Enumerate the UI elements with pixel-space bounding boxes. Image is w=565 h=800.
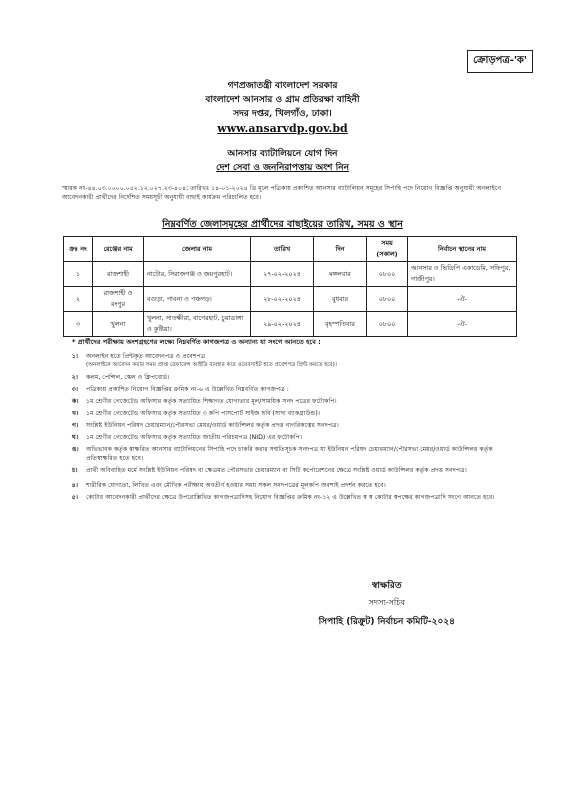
item-number: ৩।: [71, 386, 78, 393]
table-row: [64, 262, 517, 287]
govt-title: গণপ্রজাতন্ত্রী বাংলাদেশ সরকার: [227, 81, 338, 91]
cell-date: ২৭-০২-২০২৪: [251, 262, 314, 287]
signed-label: স্বাক্ষরিত: [371, 581, 402, 591]
slogan-1: আনসার ব্যাটালিয়নে যোগ দিন: [227, 149, 338, 159]
list-item: [60, 373, 520, 382]
item-number: ৪।: [71, 482, 78, 489]
website-link[interactable]: www.ansarvdp.gov.bd: [217, 122, 348, 135]
sub-item-letter: ঘ।: [72, 434, 79, 441]
col-district: জেলার নাম: [144, 237, 251, 262]
sub-item-text: ১ম শ্রেণীর গেজেটেড অফিসার কর্তৃক সত্যায়িত জাতীয় পরিচয়পত্র (NID) এর ফটোকপি।: [86, 434, 302, 441]
item-text: পত্রিকায় প্রকাশিত নিয়োগ বিজ্ঞপ্তির ক্রমিক নং-৬ এ উল্লেখিত নিম্নবর্ণিত কাগজপত্র :: [86, 386, 289, 393]
cell-serial: ২: [64, 287, 93, 312]
sub-item: [60, 421, 520, 430]
sub-item-letter: ঙ।: [72, 446, 79, 453]
cell-date: ২৮-০২-২০২৪: [251, 287, 314, 312]
cell-district: বগুড়া, পাবনা ও পঞ্চগড়।: [144, 287, 251, 312]
cell-range: রাজশাহী: [93, 262, 144, 287]
cell-range: রাজশাহী ও রংপুর: [93, 287, 144, 312]
item-text: কোটার আবেদনকারী প্রার্থীদের ক্ষেত্রে উপরোল্লিখিত কাগজপত্রাদিসহ নিয়োগ বিজ্ঞপ্তির ক্রমিক নং-১২ এ উল্লেখিত স্ব স্ব কোটার স্বপক্ষের কাগজপত্রাদি সংগে আনতে হবে।: [86, 494, 495, 501]
sub-item-letter: গ।: [72, 422, 79, 429]
cell-district: নাটোর, সিরাজগঞ্জ ও জয়পুরহাট।: [144, 262, 251, 287]
col-venue: নির্বাচন স্থানের নাম: [408, 237, 517, 262]
sub-item-text: অভিভাবক কর্তৃক স্বাক্ষরিত আনসার ব্যাটালিয়নের সিপাহি পদে চাকরি করার সম্মতিসূচক সনদপত্র যা ইউনিয়ন পরিষদ চেয়ারম্যান/পৌরসভা মেয়র/ওয়ার্ড কাউন্সিলর কর্তৃক প্রতিস্বাক্ষরিত হতে হবে।: [86, 446, 493, 462]
cell-venue: -ঐ-: [408, 287, 517, 312]
table-header-row: [64, 237, 517, 262]
schedule-table: [63, 236, 517, 337]
sub-item: [60, 433, 520, 442]
cell-serial: ৩: [64, 312, 93, 337]
item-text: কলম, পেন্সিল, স্কেল ও ক্লিপবোর্ড।: [86, 374, 170, 381]
cell-district: খুলনা, সাতক্ষীরা, বাগেরহাট, চুয়াডাঙ্গা ও কুষ্টিয়া।: [144, 312, 251, 337]
table-row: [64, 287, 517, 312]
cell-time: ০৮০০: [367, 262, 408, 287]
item-number: ১।: [71, 353, 78, 360]
list-item: [60, 385, 520, 394]
sub-item-text: ১ম শ্রেণীর গেজেটেড অফিসার কর্তৃক সত্যায়িত ৩ কপি পাসপোর্ট সাইজ ছবি (সাদা ব্যাকগ্রাউন্ড)।: [86, 410, 320, 417]
cell-venue: -ঐ-: [408, 312, 517, 337]
cell-date: ২৯-০২-২০২৪: [251, 312, 314, 337]
col-serial: ক্রঃ নং: [64, 237, 93, 262]
cell-serial: ১: [64, 262, 93, 287]
sub-item-text: সংশ্লিষ্ট ইউনিয়ন পরিষদ চেয়ারম্যান/পৌরসভা মেয়র/ওয়ার্ড কাউন্সিলর কর্তৃক প্রদত্ত নাগরিকত্বের সনদপত্র।: [86, 422, 339, 429]
org-title: বাংলাদেশ আনসার ও গ্রাম প্রতিরক্ষা বাহিনী: [205, 95, 360, 105]
item-text: অনলাইন হতে প্রিন্টকৃত আবেদনপত্র ও প্রবেশপত্র: [86, 353, 206, 360]
cell-range: খুলনা: [93, 312, 144, 337]
col-range: রেঞ্জের নাম: [93, 237, 144, 262]
sub-item: [60, 397, 520, 406]
cell-day: বৃহস্পতিবার: [314, 312, 367, 337]
col-day: দিন: [314, 237, 367, 262]
schedule-heading: নিম্নবর্ণিত জেলাসমূহের প্রার্থীদের বাছাইয়ের তারিখ, সময় ও স্থান: [162, 219, 403, 230]
sub-item-text: ১ম শ্রেণীর গেজেটেড অফিসার কর্তৃক সত্যায়িত শিক্ষাগত যোগ্যতার মূল/সাময়িক সনদ পত্রের ফটোকপি।: [86, 398, 337, 405]
committee-name: সিপাহি (রিক্রুট) নির্বাচন কমিটি-২০২৪: [318, 617, 455, 627]
cell-venue: আনসার ও ভিডিপি একাডেমি, সফিপুর, গাজীপুর।: [408, 262, 517, 287]
col-time: সময় (সকাল): [367, 237, 408, 262]
bullet-icon: *: [72, 338, 78, 346]
cell-time: ০৮০০: [367, 312, 408, 337]
enclosure-label: ক্রোড়পত্র-'ক': [467, 50, 533, 73]
item-number: ৫।: [71, 494, 78, 501]
sub-item-text: প্রার্থী অবিবাহিত মর্মে সংশ্লিষ্ট ইউনিয়ন পরিষদ বা ক্ষেত্রমত পৌরসভার চেয়ারম্যান বা সিটি কর্পোরেশনের ক্ষেত্রে সংশ্লিষ্ট ওয়ার্ড কাউন্সিলর কর্তৃক প্রদত্ত সনদপত্র।: [86, 467, 467, 474]
sub-item: [60, 466, 520, 475]
item-number: ২।: [71, 374, 78, 381]
sub-item: [60, 445, 520, 463]
sub-item-letter: চ।: [72, 467, 78, 474]
sub-item-letter: ক।: [72, 398, 79, 405]
list-item: [60, 481, 520, 490]
signature-block: [319, 578, 455, 633]
item-text: শারীরিক যোগ্যতা, লিখিত এবং মৌখিক পরীক্ষায় অবতীর্ণ হওয়ার সময় সকল সনদপত্রের মূলকপি অবশ্যই প্রদর্শন করতে হবে।: [86, 482, 386, 489]
documents-notice: [72, 336, 517, 348]
item-note: (অনলাইনে আবেদন করার সময় প্রাপ্ত রেফারেন্স আইডি ব্যবহার করে ওয়েবসাইট হতে প্রবেশপত্র প্রিন্ট করতে হবে)।: [86, 362, 337, 368]
list-item: [60, 352, 520, 370]
cell-time: ০৮০০: [367, 287, 408, 312]
cell-day: মঙ্গলবার: [314, 262, 367, 287]
documents-list: [60, 352, 520, 505]
cell-day: বুধবার: [314, 287, 367, 312]
signatory-title: সদস্য-সচিব: [368, 598, 405, 607]
notice-text: প্রার্থীদের পরীক্ষায় অংশগ্রহণের লক্ষ্যে নিম্নবর্ণিত কাগজপত্র ও অন্যান্য যা সংগে আনতে হবে :: [77, 338, 321, 346]
col-date: তারিখ: [251, 237, 314, 262]
sub-item-letter: খ।: [72, 410, 79, 417]
list-item: [60, 493, 520, 502]
table-row: [64, 312, 517, 337]
org-address: সদর দপ্তর, খিলগাঁও, ঢাকা।: [233, 109, 332, 119]
memo-text: স্মারক নং-৪৪.০৩.০০০০.০৫২.১২.০২৭.২৩-৪০৪; তারিখঃ ১৪-০১-২০২৪ খ্রি মূলে পত্রিকায় প্রকাশিত আনসার ব্যাটালিয়ন সমূহের সিপাহি পদে নিয়োগ বিজ্ঞপ্তি অনুযায়ী অনলাইনে আবেদনকারী প্রার্থীদের নির্দেশিত সময়সূচী অনুযায়ী বাছাই কার্যক্রম পরিচালিত হবে।: [62, 185, 502, 201]
slogan-2: দেশ সেবা ও জননিরাপত্তায় অংশ নিন: [216, 163, 349, 173]
sub-item: [60, 409, 520, 418]
